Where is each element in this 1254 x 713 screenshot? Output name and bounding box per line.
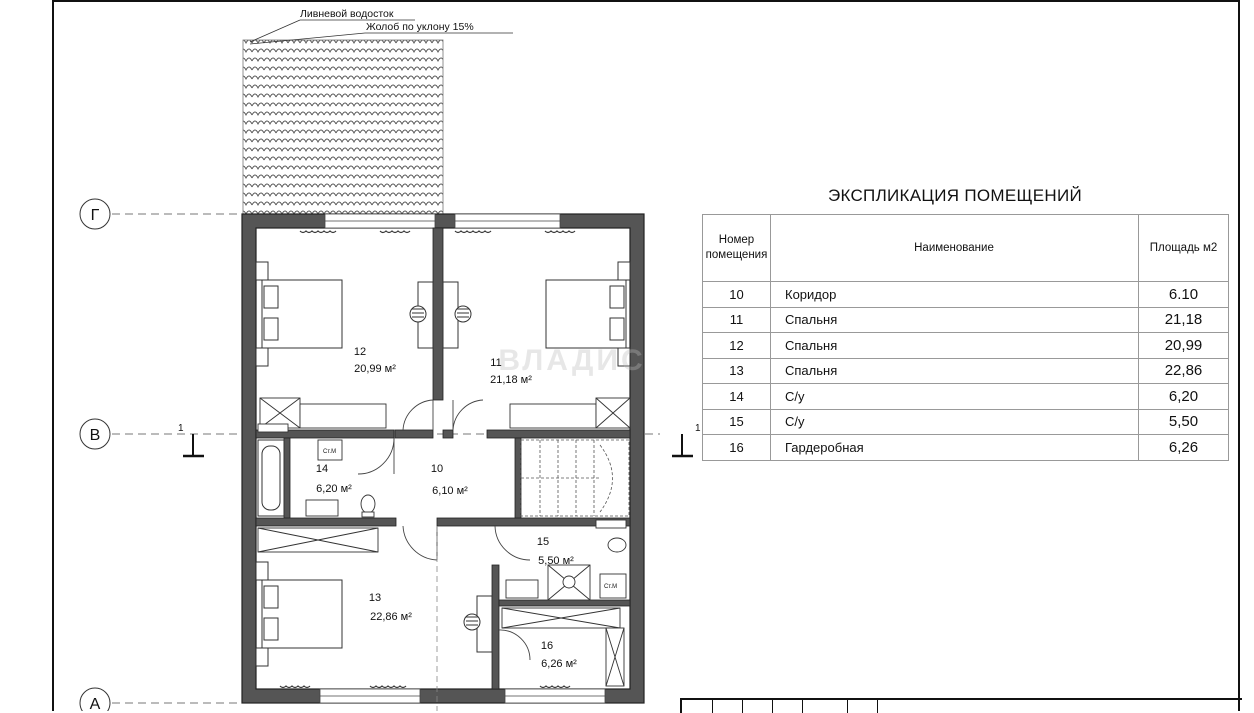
room-11-number: 11 — [490, 357, 502, 369]
explication-title: ЭКСПЛИКАЦИЯ ПОМЕЩЕНИЙ — [827, 186, 1083, 205]
row-area: 20,99 — [1139, 333, 1229, 359]
title-block-divider — [772, 700, 773, 713]
axis-marker-a — [80, 688, 110, 711]
row-area: 6,20 — [1139, 384, 1229, 410]
roof-terrace — [243, 40, 443, 216]
table-row — [703, 282, 1229, 308]
axis-marker-g — [80, 199, 110, 229]
title-block-divider — [877, 700, 878, 713]
row-number: 11 — [703, 307, 771, 333]
row-area: 6.10 — [1139, 282, 1229, 308]
table-row — [703, 307, 1229, 333]
row-number: 12 — [703, 333, 771, 359]
wardrobe-room-11 — [510, 398, 630, 428]
row-number: 13 — [703, 358, 771, 384]
explication-table — [702, 214, 1229, 461]
svg-text:В: В — [89, 427, 101, 444]
bed-room-12 — [256, 262, 342, 366]
room-14-number: 14 — [315, 463, 329, 475]
svg-text:Г: Г — [90, 207, 100, 224]
table-row — [703, 409, 1229, 435]
title-block-divider — [802, 700, 803, 713]
room-14-area: 6,20 м² — [316, 483, 352, 495]
row-number: 16 — [703, 435, 771, 461]
row-area: 5,50 — [1139, 409, 1229, 435]
desk-room-12 — [410, 282, 433, 348]
row-number: 14 — [703, 384, 771, 410]
bed-room-13 — [256, 562, 342, 666]
row-area: 22,86 — [1139, 358, 1229, 384]
axis-marker-v — [80, 419, 110, 449]
row-name: Гардеробная — [771, 435, 1139, 461]
room-15-area: 5,50 м² — [538, 555, 574, 567]
table-row — [703, 358, 1229, 384]
table-header-row — [703, 215, 1229, 282]
watermark: ВЛАДИС — [498, 344, 646, 377]
row-name: Спальня — [771, 358, 1139, 384]
room-16-area: 6,26 м² — [541, 658, 577, 670]
table-row — [703, 435, 1229, 461]
row-number: 10 — [703, 282, 771, 308]
room-13-area: 22,86 м² — [370, 611, 412, 623]
room-16-number: 16 — [540, 640, 554, 652]
row-name: Спальня — [771, 333, 1139, 359]
svg-text:1: 1 — [178, 423, 184, 434]
wardrobe-room-12 — [260, 398, 386, 428]
gutter-label: Жолоб по уклону 15% — [366, 21, 474, 33]
row-name: С/у — [771, 384, 1139, 410]
row-name: С/у — [771, 409, 1139, 435]
header-room-area: Площадь м2 — [1139, 215, 1229, 282]
row-name: Спальня — [771, 307, 1139, 333]
header-room-name: Наименование — [771, 215, 1139, 282]
room-13-number: 13 — [368, 592, 382, 604]
table-row — [703, 384, 1229, 410]
header-room-number: Номер помещения — [703, 215, 771, 282]
room-10-number: 10 — [430, 463, 444, 475]
title-block-divider — [712, 700, 713, 713]
svg-text:1: 1 — [695, 423, 701, 434]
wardrobe-room-13 — [258, 528, 378, 552]
svg-text:А: А — [89, 696, 101, 711]
desk-room-11 — [443, 282, 471, 348]
section-mark-right — [672, 423, 701, 456]
row-area: 6,26 — [1139, 435, 1229, 461]
room-12-area: 20,99 м² — [354, 363, 396, 375]
room-10-area: 6,10 м² — [432, 485, 468, 497]
title-block-divider — [742, 700, 743, 713]
section-mark-left — [178, 423, 204, 456]
room-11-area: 21,18 м² — [490, 374, 532, 386]
room-15-number: 15 — [536, 536, 550, 548]
downspout-label: Ливневой водосток — [300, 8, 394, 20]
desk-room-13 — [464, 596, 492, 652]
staircase — [521, 440, 629, 516]
row-number: 15 — [703, 409, 771, 435]
washer-label-room-15: Ст.М — [604, 584, 618, 590]
washer-label-room-14: Ст.М — [323, 449, 337, 455]
wardrobe-room-16 — [502, 608, 624, 686]
room-12-number: 12 — [353, 346, 367, 358]
bathtub-room-14 — [258, 440, 284, 516]
table-row — [703, 333, 1229, 359]
row-name: Коридор — [771, 282, 1139, 308]
title-block-divider — [847, 700, 848, 713]
row-area: 21,18 — [1139, 307, 1229, 333]
